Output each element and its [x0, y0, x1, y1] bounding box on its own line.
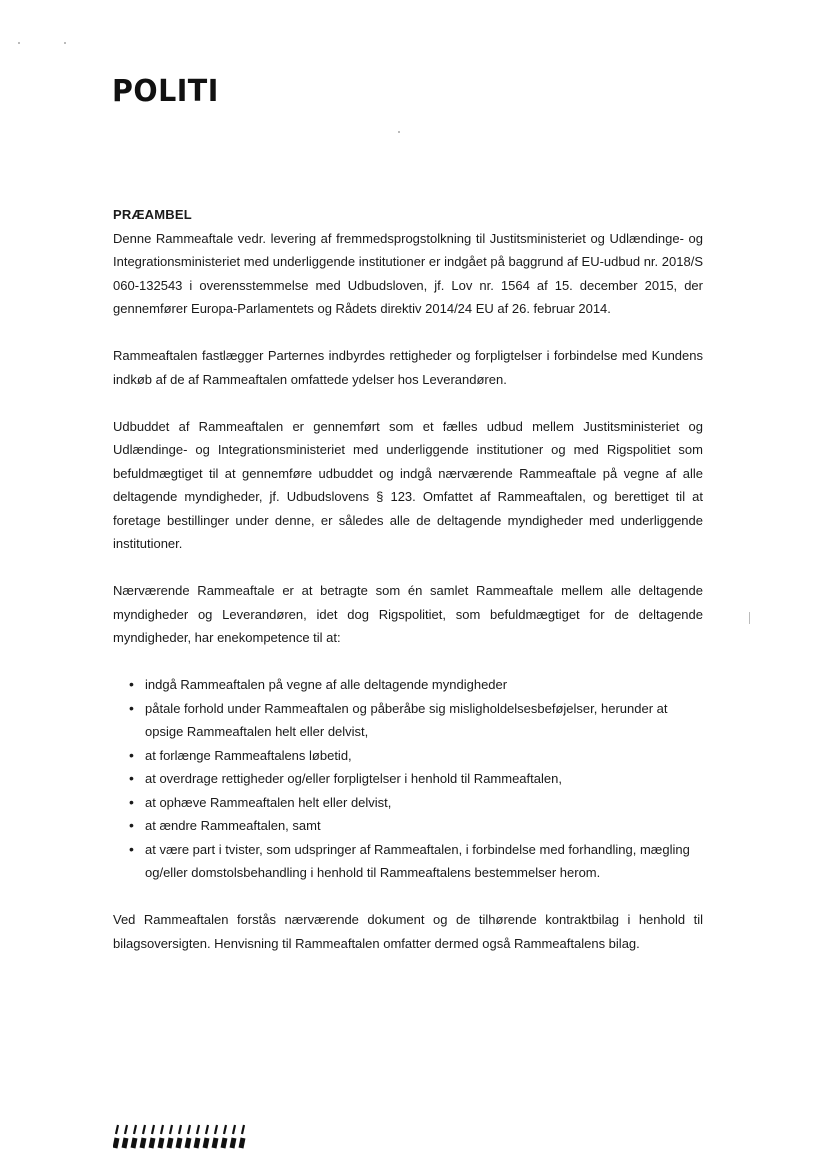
closing-paragraph: Ved Rammeaftalen forstås nærværende dokument og de tilhørende kontraktbilag i henhold til bilagsoversigten. Henvisning til Rammeaftalen omfatter dermed også Rammeaftalens bilag.: [113, 912, 703, 951]
bullet-icon: •: [129, 793, 134, 810]
list-item: [113, 673, 703, 697]
list-item-text: at ophæve Rammeaftalen helt eller delvist,: [145, 794, 392, 810]
scan-speck: [64, 42, 66, 44]
paragraph-2: Rammeaftalen fastlægger Parternes indbyrdes rettigheder og forpligtelser i forbindelse med Kundens indkøb af de af Rammeaftalen omfattede ydelser hos Leverandøren.: [113, 348, 703, 387]
politi-logo: POLITI: [112, 74, 219, 109]
paragraph-3: Udbuddet af Rammeaftalen er gennemført som et fælles udbud mellem Justitsministeriet og Udlændinge- og Integrationsministeriet med underliggende institutioner og med Rigspolitiet som befuldmægtiget til at gennemføre udbuddet og indgå nærværende Rammeaftale på vegne af alle deltagende myndigheder, jf. Udbudslovens § 123. Omfattet af Rammeaftalen, og berettiget til at foretage bestillinger under denne, er således alle de deltagende myndigheder med underliggende institutioner.: [113, 418, 703, 551]
bullet-icon: •: [129, 699, 134, 716]
bullet-icon: •: [129, 840, 134, 857]
list-item: [113, 814, 703, 838]
list-item-text: at overdrage rettigheder og/eller forpligtelser i henhold til Rammeaftalen,: [145, 771, 562, 786]
bullet-icon: •: [129, 770, 134, 786]
list-item: [113, 697, 703, 744]
bullet-icon: •: [129, 746, 134, 763]
competence-list: [113, 673, 703, 885]
list-item-text: påtale forhold under Rammeaftalen og påberåbe sig misligholdelsesbeføjelser, herunder at opsige Rammeaftalen helt eller delvist,: [145, 700, 668, 739]
list-item-text: at ændre Rammeaftalen, samt: [145, 818, 321, 833]
scan-speck: [749, 612, 750, 624]
list-item: [113, 767, 703, 791]
section-heading: PRÆAMBEL: [113, 207, 192, 222]
scan-speck: [398, 131, 400, 133]
paragraph-4: Nærværende Rammeaftale er at betragte som én samlet Rammeaftale mellem alle deltagende myndigheder og Leverandøren, idet dog Rigspolitiet, som befuldmægtiget for de deltagende myndigheder, har enekompetence til at:: [113, 583, 703, 645]
scan-speck: [18, 42, 20, 44]
list-item: [113, 838, 703, 885]
list-item-text: at være part i tvister, som udspringer af Rammeaftalen, i forbindelse med forhandling, mægling og/eller domstolsbehandling i henhold til Rammeaftalens bestemmelser herom.: [145, 841, 690, 880]
paragraph-1: Denne Rammeaftale vedr. levering af fremmedsprogstolkning til Justitsministeriet og Udlændinge- og Integrationsministeriet med underliggende institutioner er indgået på baggrund af EU-udbud nr. 2018/S 060-132543 i overensstemmelse med Udbudsloven, jf. Lov nr. 1564 af 15. december 2015, der gennemfører Europa-Parlamentets og Rådets direktiv 2014/24 EU af 26. februar 2014.: [113, 230, 703, 316]
preamble-section: [113, 203, 703, 955]
list-item-text: at forlænge Rammeaftalens løbetid,: [145, 747, 352, 763]
list-item: [113, 744, 703, 768]
bullet-icon: •: [129, 676, 134, 692]
list-item-text: indgå Rammeaftalen på vegne af alle deltagende myndigheder: [145, 677, 508, 692]
list-item: [113, 791, 703, 815]
bullet-icon: •: [129, 817, 134, 833]
document-barcode-icon: [113, 1124, 247, 1150]
